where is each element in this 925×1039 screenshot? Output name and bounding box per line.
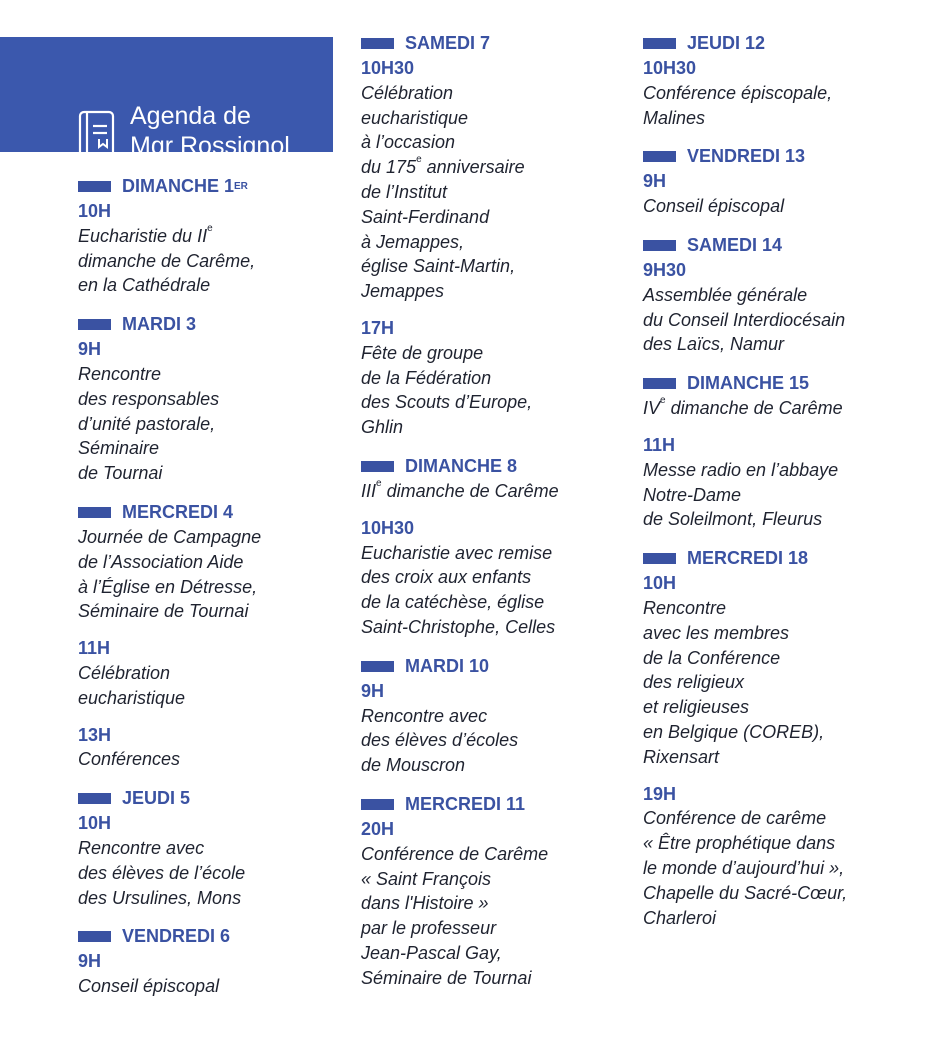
day-label: VENDREDI 13 [687, 146, 806, 167]
day-marker-bar [78, 319, 111, 330]
day-label: DIMANCHE 15 [687, 373, 810, 394]
day-label: JEUDI 12 [687, 33, 766, 53]
day-spacer [78, 486, 358, 500]
event-description-line: Rencontre [78, 363, 162, 384]
event-description [361, 479, 641, 504]
ordinal-superscript: e [207, 222, 213, 234]
event-description-line: Conseil épiscopal [78, 976, 220, 997]
event-description-line: Eucharistie du IIe [78, 222, 213, 246]
event-description-line: de la Conférence [643, 647, 781, 668]
event-description-line: des croix aux enfants [361, 567, 532, 588]
event-time: 10H [78, 813, 112, 834]
event-description-line: des Ursulines, Mons [78, 887, 242, 908]
day-heading [78, 174, 358, 199]
day-heading [643, 31, 923, 56]
event-description-line: eucharistique [361, 107, 469, 128]
event-description [643, 806, 923, 930]
day-spacer [643, 532, 923, 546]
event-description [361, 704, 641, 778]
event-description-line: de l’Association Aide [78, 551, 244, 572]
event-description-line: Messe radio en l’abbaye [643, 459, 839, 480]
event-description-line: Rencontre avec [78, 837, 205, 858]
event-description-line: Célébration [361, 82, 454, 103]
event-time: 13H [78, 724, 112, 745]
event-description-line: Jean-Pascal Gay, [361, 942, 502, 963]
event-description-line: à l’occasion [361, 132, 456, 153]
day-label: SAMEDI 7 [405, 33, 491, 53]
event-description [643, 596, 923, 770]
day-spacer [361, 778, 641, 792]
day-heading [78, 500, 358, 525]
day-label: JEUDI 5 [122, 788, 191, 809]
event-description-line: Rencontre avec [361, 705, 488, 726]
day-label: DIMANCHE 1 [122, 176, 235, 196]
event-description [361, 341, 641, 440]
event-spacer [361, 504, 641, 516]
ordinal-superscript: e [416, 154, 422, 166]
event-time: 10H [643, 573, 677, 594]
day-label: MARDI 10 [405, 655, 490, 676]
event-description-line: Conseil épiscopal [643, 196, 785, 217]
day-heading [361, 454, 641, 479]
event-description-line: du Conseil Interdiocésain [643, 309, 846, 330]
event-description-line: Saint-Ferdinand [361, 206, 490, 227]
event-description-line: de Soleilmont, Fleurus [643, 509, 823, 530]
event-description-line: Conférences [78, 749, 181, 770]
event-description [78, 747, 358, 772]
agenda-book-icon [77, 109, 117, 159]
event-description-line: des Laïcs, Namur [643, 334, 785, 355]
event-description-line: IIIe dimanche de Carême [361, 477, 559, 501]
event-time: 17H [361, 317, 395, 338]
event-description [643, 458, 923, 532]
event-description-line: des Scouts d’Europe, [361, 392, 533, 413]
day-heading [643, 371, 923, 396]
event-description-line: des élèves de l’école [78, 862, 246, 883]
event-time: 10H30 [361, 58, 415, 78]
event-spacer [643, 421, 923, 433]
day-label: MERCREDI 18 [687, 548, 809, 569]
day-heading [361, 654, 641, 679]
day-spacer [643, 130, 923, 144]
event-time: 20H [361, 818, 395, 839]
event-description-line: Ghlin [361, 417, 404, 438]
event-time: 9H [78, 951, 102, 972]
event-description-line: Charleroi [643, 907, 717, 928]
event-time: 9H30 [643, 259, 687, 280]
event-description [361, 541, 641, 640]
event-description-line: Séminaire [78, 438, 160, 459]
event-spacer [78, 624, 358, 636]
event-description [78, 974, 358, 999]
day-heading [643, 546, 923, 571]
day-heading [78, 312, 358, 337]
event-description-line: par le professeur [361, 918, 497, 939]
day-spacer [361, 640, 641, 654]
day-label: MERCREDI 4 [122, 501, 234, 522]
event-description-line: « Être prophétique dans [643, 833, 836, 854]
event-description-line: de Tournai [78, 463, 163, 484]
day-spacer [78, 772, 358, 786]
event-description-line: dans l'Histoire » [361, 893, 489, 914]
day-marker-bar [643, 38, 676, 49]
event-description [361, 842, 641, 991]
event-description-line: le monde d’aujourd’hui », [643, 857, 845, 878]
event-description-line: Séminaire de Tournai [78, 601, 249, 622]
day-marker-bar [361, 661, 394, 672]
day-marker-bar [643, 553, 676, 564]
event-description-line: IVe dimanche de Carême [643, 395, 843, 419]
event-description [643, 283, 923, 357]
event-description-line: Chapelle du Sacré-Cœur, [643, 882, 848, 903]
event-spacer [361, 304, 641, 316]
event-time: 10H30 [643, 58, 697, 78]
event-description-line: en Belgique (COREB), [643, 721, 825, 742]
event-description [361, 81, 641, 304]
day-marker-bar [361, 38, 394, 49]
event-description-line: Malines [643, 107, 706, 128]
event-description-line: Journée de Campagne [78, 526, 262, 547]
day-spacer [78, 298, 358, 312]
event-description-line: avec les membres [643, 622, 790, 643]
event-description [643, 194, 923, 219]
day-heading [361, 31, 641, 56]
day-heading [78, 924, 358, 949]
event-description-line: Saint-Christophe, Celles [361, 616, 556, 637]
day-label-superscript: ER [234, 180, 248, 192]
event-description [78, 661, 358, 711]
event-description [78, 224, 358, 298]
day-label: SAMEDI 14 [687, 234, 783, 255]
event-description-line: Fête de groupe [361, 342, 484, 363]
event-description [78, 362, 358, 486]
day-heading [361, 792, 641, 817]
event-description-line: Rencontre [643, 597, 727, 618]
event-time: 9H [78, 339, 102, 360]
event-description-line: Notre-Dame [643, 484, 742, 505]
day-marker-bar [78, 181, 111, 192]
day-label: DIMANCHE 8 [405, 455, 518, 476]
day-heading [643, 144, 923, 169]
ordinal-superscript: e [376, 477, 382, 489]
event-spacer [78, 711, 358, 723]
event-description-line: des élèves d’écoles [361, 730, 519, 751]
event-time: 10H30 [361, 517, 415, 538]
agenda-column-1 [78, 174, 358, 999]
event-description-line: à l’Église en Détresse, [78, 576, 258, 597]
agenda-header [0, 37, 333, 160]
event-description-line: Assemblée générale [643, 284, 808, 305]
event-description-line: des religieux [643, 672, 745, 693]
day-marker-bar [643, 240, 676, 251]
ordinal-superscript: e [660, 395, 666, 407]
event-description-line: des responsables [78, 388, 220, 409]
page-title [130, 101, 290, 161]
event-description [643, 396, 923, 421]
day-spacer [643, 357, 923, 371]
event-description-line: Conférence de Carême [361, 843, 549, 864]
day-marker-bar [78, 507, 111, 518]
day-marker-bar [643, 378, 676, 389]
day-label: MARDI 3 [122, 314, 197, 335]
event-time: 9H [643, 171, 667, 192]
event-description-line: d’unité pastorale, [78, 413, 216, 434]
day-marker-bar [78, 793, 111, 804]
event-description [78, 525, 358, 624]
event-description [643, 81, 923, 131]
agenda-column-3 [643, 31, 923, 930]
event-spacer [643, 770, 923, 782]
event-description-line: Conférence épiscopale, [643, 82, 833, 103]
page-title-line-2: Mgr Rossignol [130, 132, 290, 160]
event-description-line: à Jemappes, [361, 231, 465, 252]
event-description-line: Conférence de carême [643, 808, 827, 829]
day-spacer [78, 910, 358, 924]
event-description-line: de Mouscron [361, 755, 466, 776]
day-marker-bar [78, 931, 111, 942]
event-description-line: de l’Institut [361, 181, 448, 202]
event-description-line: dimanche de Carême, [78, 250, 256, 271]
event-description-line: Séminaire de Tournai [361, 967, 532, 988]
day-label: MERCREDI 11 [405, 793, 526, 814]
event-description-line: Rixensart [643, 746, 720, 767]
event-description-line: église Saint-Martin, [361, 256, 516, 277]
day-spacer [361, 440, 641, 454]
page-title-line-1: Agenda de [130, 102, 251, 130]
day-heading [643, 233, 923, 258]
event-description-line: Célébration [78, 662, 171, 683]
event-time: 9H [361, 680, 385, 701]
event-description [78, 836, 358, 910]
day-marker-bar [361, 461, 394, 472]
event-time: 11H [643, 434, 676, 455]
event-description-line: eucharistique [78, 687, 186, 708]
day-label: VENDREDI 6 [122, 926, 231, 947]
agenda-column-2 [361, 31, 641, 991]
event-time: 10H [78, 201, 112, 221]
day-spacer [643, 219, 923, 233]
day-marker-bar [361, 799, 394, 810]
event-description-line: Jemappes [361, 281, 445, 302]
event-description-line: de la catéchèse, église [361, 592, 545, 613]
event-description-line: Eucharistie avec remise [361, 542, 553, 563]
event-description-line: de la Fédération [361, 367, 492, 388]
day-marker-bar [643, 151, 676, 162]
event-description-line: et religieuses [643, 697, 750, 718]
event-description-line: du 175e anniversaire [361, 154, 525, 178]
event-time: 19H [643, 783, 677, 804]
event-description-line: « Saint François [361, 868, 492, 889]
event-description-line: en la Cathédrale [78, 275, 211, 296]
day-heading [78, 786, 358, 811]
event-time: 11H [78, 638, 111, 659]
